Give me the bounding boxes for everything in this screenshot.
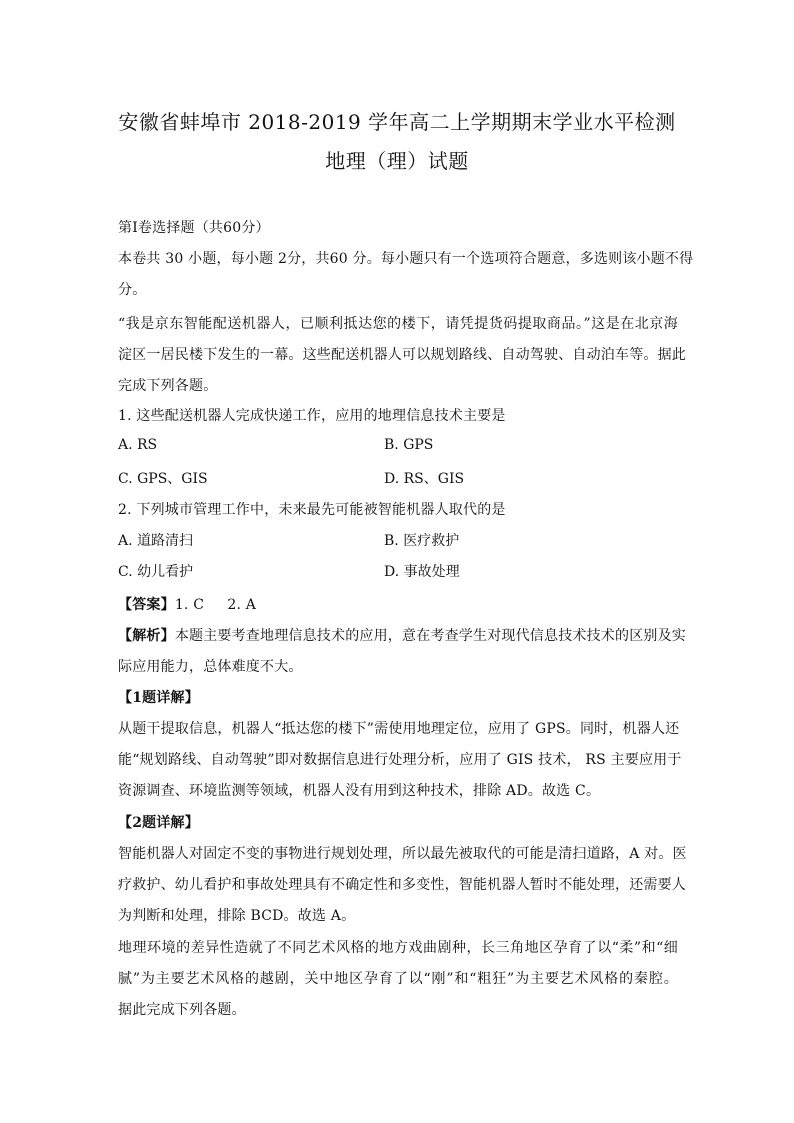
detail-2-line-1: 智能机器人对固定不变的事物进行规划处理，所以最先被取代的可能是清扫道路，A 对。医 [118, 846, 687, 862]
analysis-line-2: 际应用能力，总体难度不大。 [118, 659, 303, 675]
passage2-line-3: 据此完成下列各题。 [118, 1002, 246, 1018]
answer-label: 【答案】 [118, 597, 175, 613]
question-2-option-b: B. 医疗救护 [384, 533, 460, 549]
detail-2-line-3: 为判断和处理，排除 BCD。故选 A。 [118, 908, 356, 924]
detail-1-label: 【1题详解】 [118, 690, 199, 706]
instructions-line-1: 本卷共 30 小题，每小题 2分，共60 分。每小题只有一个选项符合题意，多选则该小题不得 [118, 251, 694, 267]
question-1-option-d: D. RS、GIS [384, 471, 465, 487]
question-1-option-a: A. RS [118, 437, 158, 453]
detail-1-line-2: 能“规划路线、自动驾驶”即对数据信息进行处理分析，应用了 GIS 技术， RS 主要应用于 [118, 752, 682, 768]
detail-2-line-2: 疗救护、幼儿看护和事故处理具有不确定性和多变性，智能机器人暂时不能处理，还需要人 [118, 877, 686, 893]
question-2-option-d: D. 事故处理 [384, 564, 460, 580]
section-heading: 第Ⅰ卷选择题（共60分） [118, 220, 270, 236]
question-2-option-a: A. 道路清扫 [118, 533, 194, 549]
question-1-option-c: C. GPS、GIS [118, 471, 208, 487]
instructions-line-2: 分。 [118, 282, 147, 298]
question-2-stem: 2. 下列城市管理工作中，未来最先可能被智能机器人取代的是 [118, 502, 506, 518]
document-subtitle: 地理（理）试题 [325, 149, 469, 173]
question-2-option-c: C. 幼儿看护 [118, 564, 194, 580]
answer-value: 1. C 2. A [174, 597, 257, 613]
passage1-line-3: 完成下列各题。 [118, 378, 218, 394]
analysis-text-1: 本题主要考查地理信息技术的应用，意在考查学生对现代信息技术技术的区别及实 [174, 628, 687, 644]
question-1-stem: 1. 这些配送机器人完成快递工作，应用的地理信息技术主要是 [118, 408, 506, 424]
document-title: 安徽省蚌埠市 2018-2019 学年高二上学期期末学业水平检测 [118, 110, 676, 134]
detail-1-line-3: 资源调查、环境监测等领域，机器人没有用到这种技术，排除 AD。故选 C。 [118, 783, 601, 799]
detail-1-line-1: 从题干提取信息，机器人“抵达您的楼下”需使用地理定位，应用了 GPS。同时，机器人还 [118, 721, 680, 737]
passage1-line-2: 淀区一居民楼下发生的一幕。这些配送机器人可以规划路线、自动驾驶、自动泊车等。据此 [118, 347, 686, 363]
question-1-option-b: B. GPS [384, 437, 434, 453]
analysis-line-1 [118, 625, 687, 645]
passage2-line-1: 地理环境的差异性造就了不同艺术风格的地方戏曲剧种，长三角地区孕育了以“柔”和“细 [118, 940, 678, 956]
detail-2-label: 【2题详解】 [118, 815, 199, 831]
passage2-line-2: 腻”为主要艺术风格的越剧，关中地区孕育了以“刚”和“粗狂”为主要艺术风格的秦腔。 [118, 971, 678, 987]
analysis-label: 【解析】 [118, 628, 175, 644]
answer-row [118, 594, 678, 614]
passage1-line-1: “我是京东智能配送机器人，已顺利抵达您的楼下，请凭提货码提取商品。”这是在北京海 [118, 316, 678, 332]
